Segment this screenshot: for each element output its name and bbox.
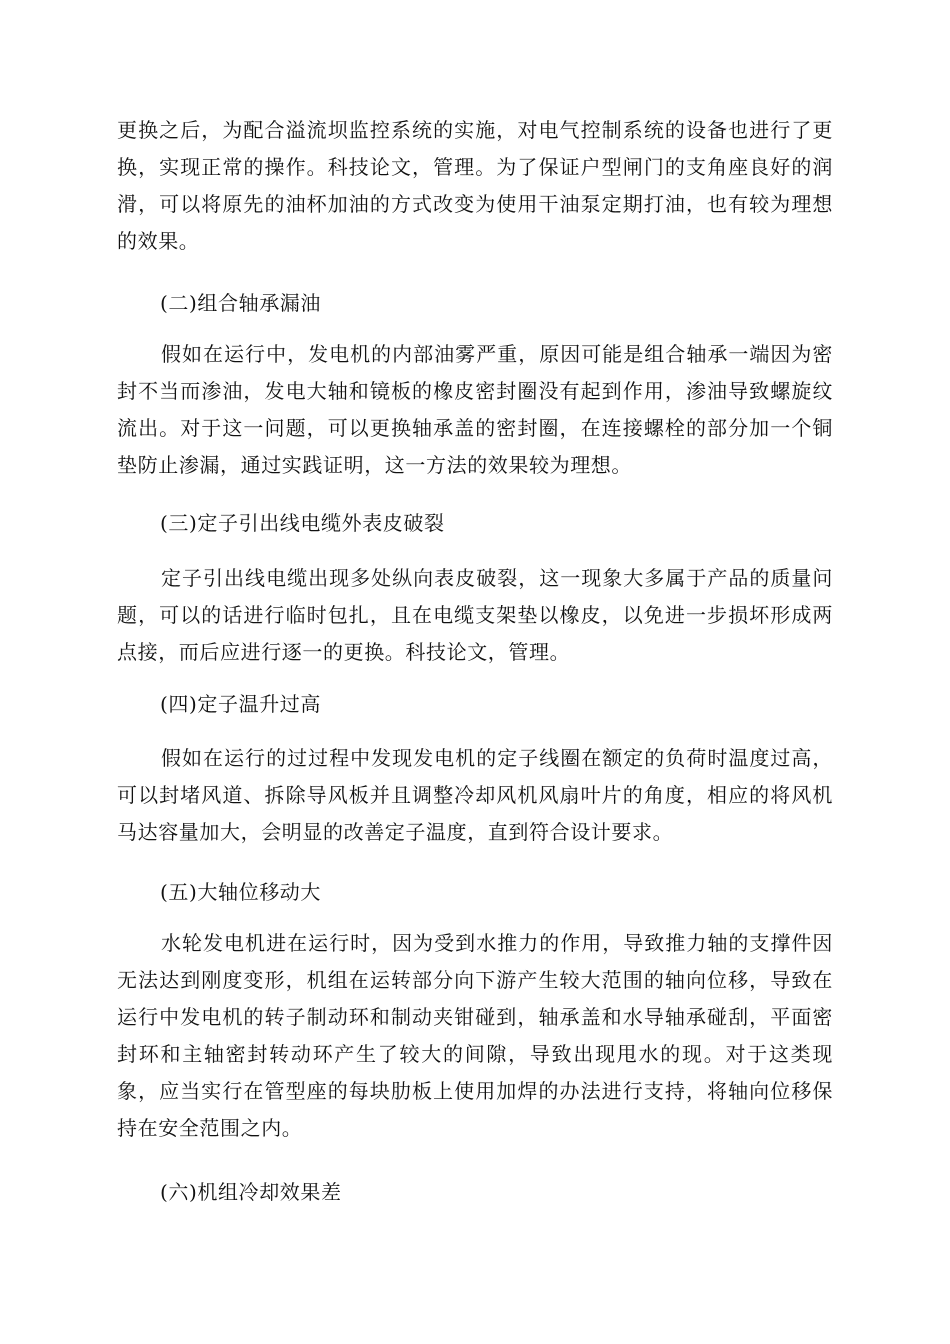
paragraph-bearing-leak: 假如在运行中，发电机的内部油雾严重，原因可能是组合轴承一端因为密封不当而渗油，发电大轴和镜板的橡皮密封圈没有起到作用，渗油导致螺旋纹流出。对于这一问题，可以更换轴承盖的密封圈，在连接螺栓的部分加一个铜垫防止渗漏，通过实践证明，这一方法的效果较为理想。 [117,342,833,477]
paragraph-cable-crack: 定子引出线电缆出现多处纵向表皮破裂，这一现象大多属于产品的质量问题，可以的话进行临时包扎，且在电缆支架垫以橡皮，以免进一步损坏形成两点接，而后应进行逐一的更换。科技论文，管理。 [117,566,833,664]
paragraph-shaft-displacement: 水轮发电机进在运行时，因为受到水推力的作用，导致推力轴的支撑件因无法达到刚度变形，机组在运转部分向下游产生较大范围的轴向位移，导致在运行中发电机的转子制动环和制动夹钳碰到，轴承盖和水导轴承碰刮，平面密封环和主轴密封转动环产生了较大的间隙，导致出现甩水的现。对于这类现象，应当实行在管型座的每块肋板上使用加焊的办法进行支持，将轴向位移保持在安全范围之内。 [117,931,833,1140]
paragraph-stator-temp: 假如在运行的过过程中发现发电机的定子线圈在额定的负荷时温度过高，可以封堵风道、拆除导风板并且调整冷却风机风扇叶片的角度，相应的将风机马达容量加大，会明显的改善定子温度，直到符合设计要求。 [117,746,833,844]
section-heading-6: (六)机组冷却效果差 [160,1180,342,1204]
section-heading-4: (四)定子温升过高 [160,692,322,716]
section-heading-3: (三)定子引出线电缆外表皮破裂 [160,511,445,535]
section-heading-2: (二)组合轴承漏油 [160,291,322,315]
section-heading-5: (五)大轴位移动大 [160,880,322,904]
paragraph-continuation: 更换之后，为配合溢流坝监控系统的实施，对电气控制系统的设备也进行了更换，实现正常的操作。科技论文，管理。为了保证户型闸门的支角座良好的润滑，可以将原先的油杯加油的方式改变为使用干油泵定期打油，也有较为理想的效果。 [117,118,833,253]
